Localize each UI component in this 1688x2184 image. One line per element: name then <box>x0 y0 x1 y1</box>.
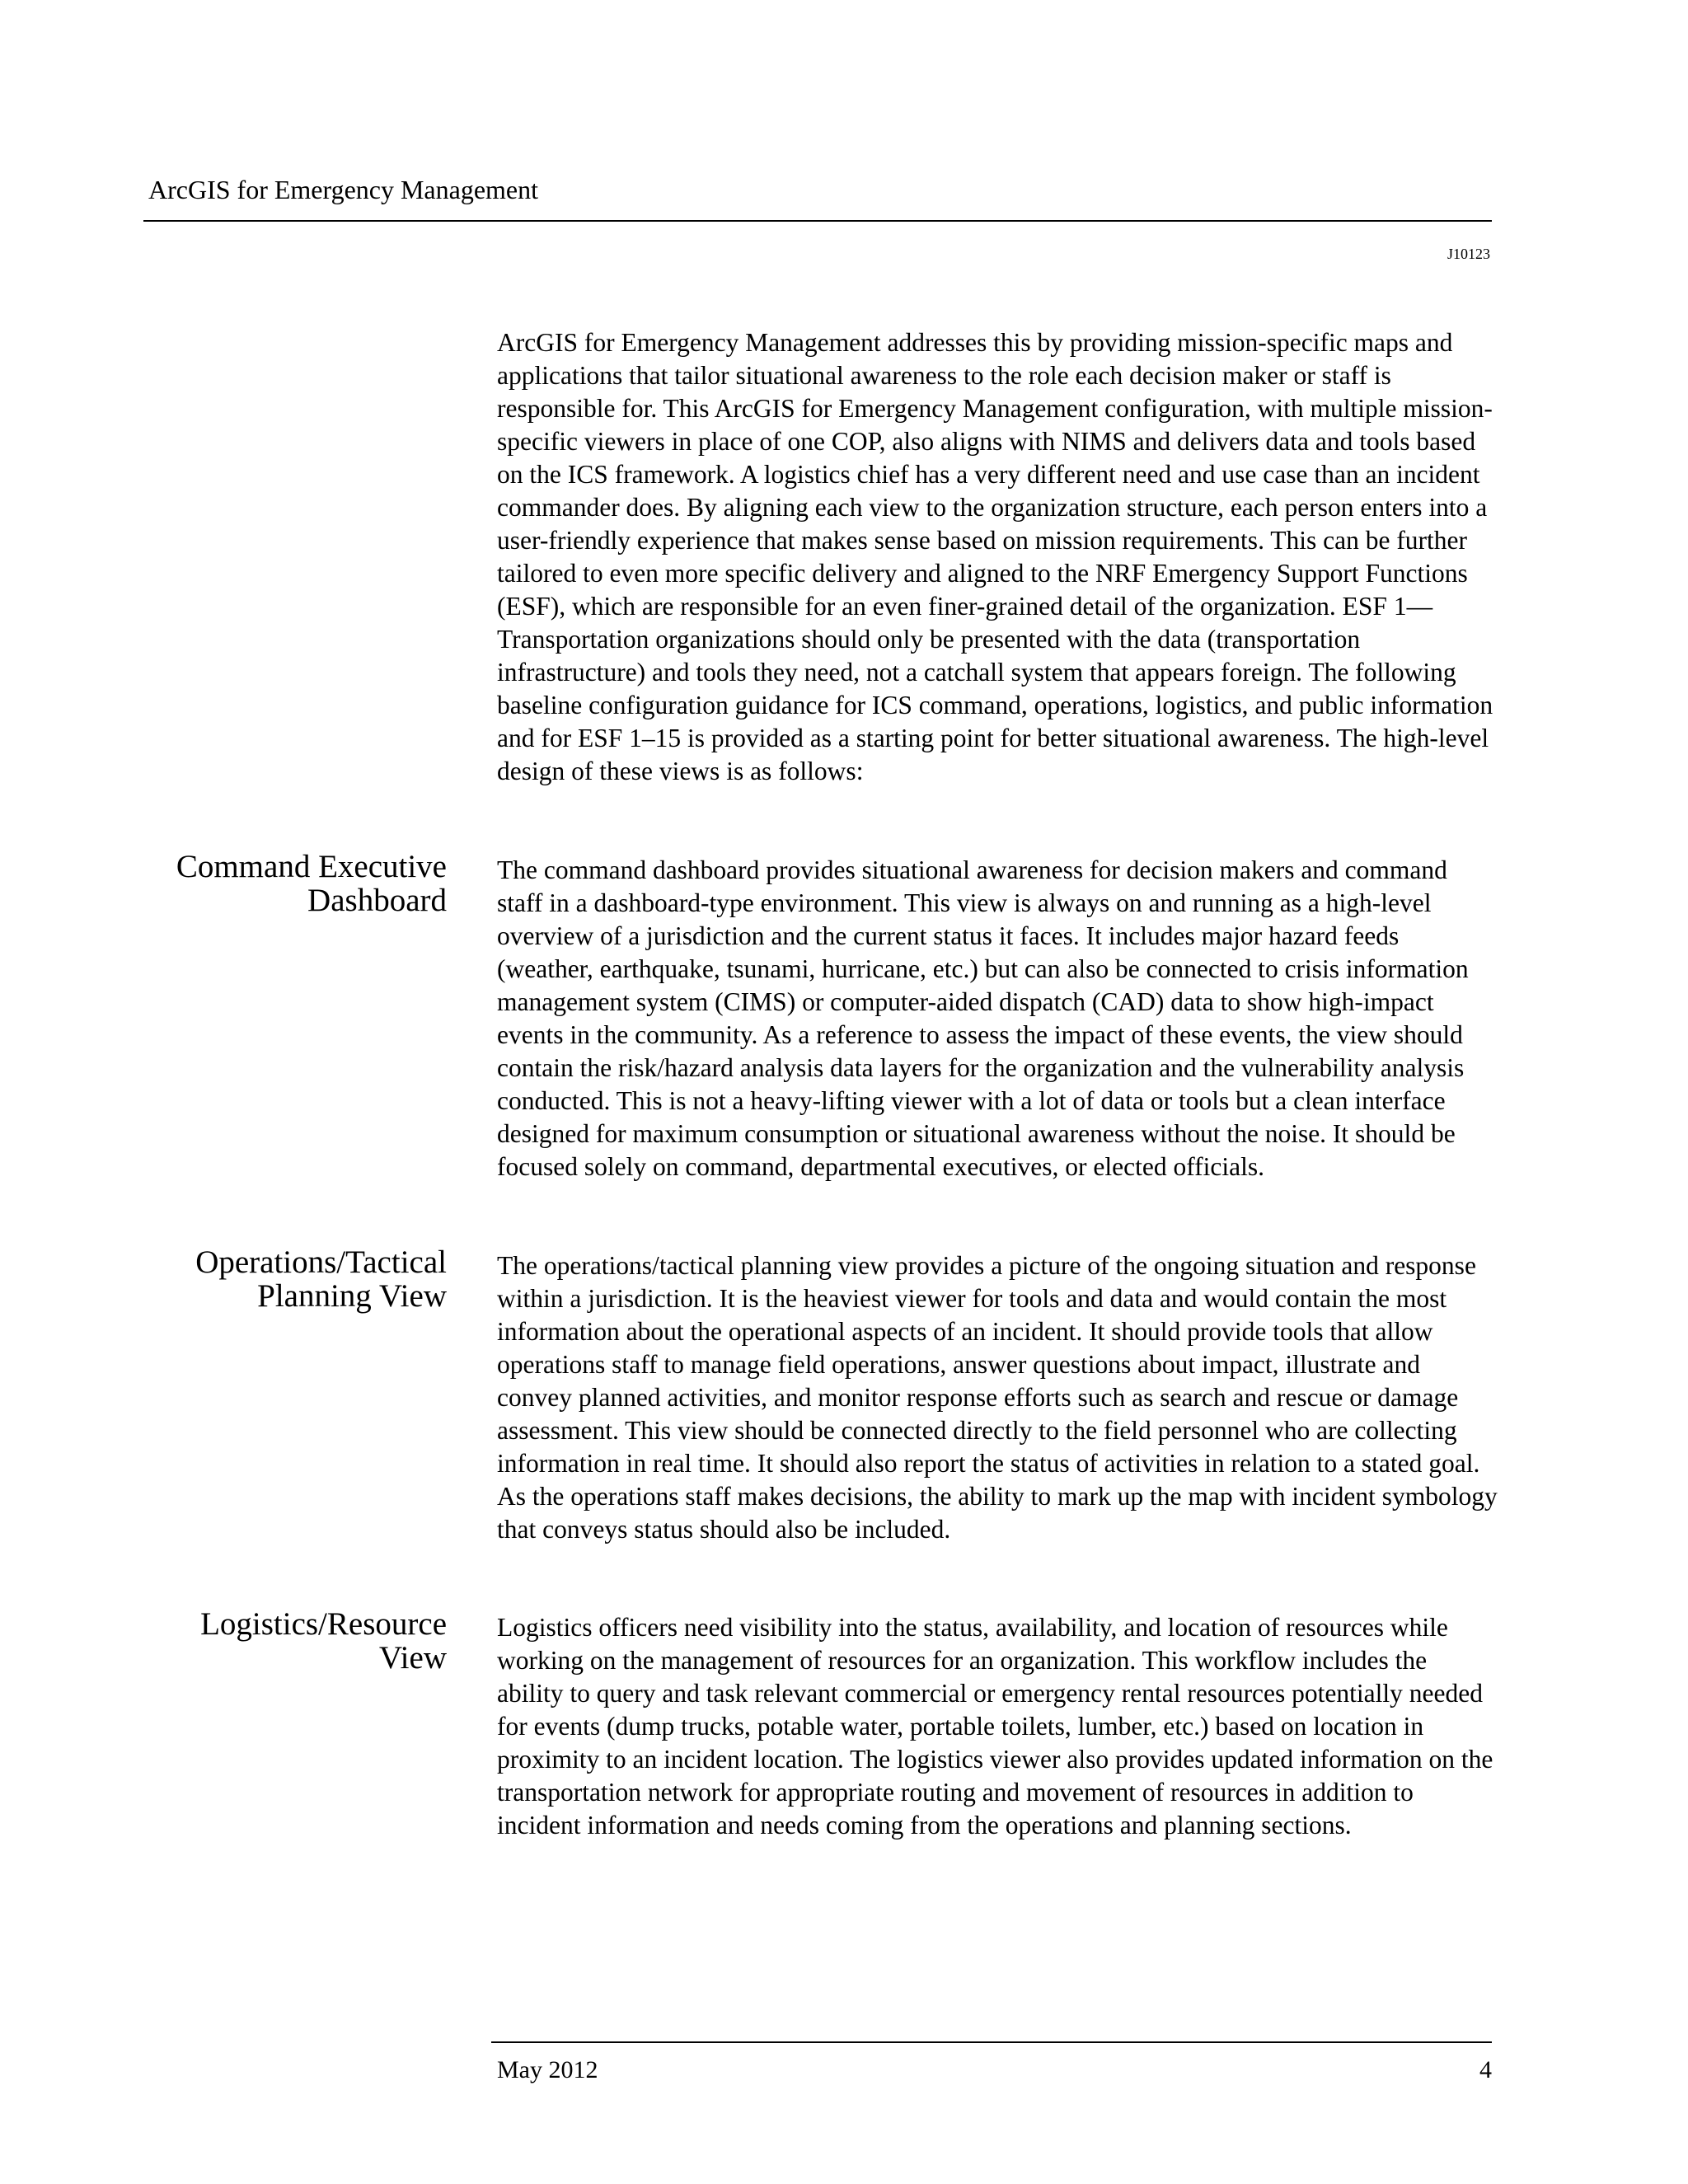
section-heading-logistics-resource-view <box>101 1607 447 1675</box>
heading-line: Planning View <box>257 1278 447 1314</box>
section-heading-command-executive-dashboard <box>101 850 447 917</box>
running-header-title: ArcGIS for Emergency Management <box>148 175 539 204</box>
intro-paragraph: ArcGIS for Emergency Management addresses this by providing mission-specific maps and applications that tailor situational awareness to the role each decision maker or staff is responsible for. This ArcGIS for Emergency Management configuration, with multiple mission-specific viewers in place of one COP, also aligns with NIMS and delivers data and tools based on the ICS framework. A logistics chief has a very different need and use case than an incident commander does. By aligning each view to the organization structure, each person enters into a user-friendly experience that makes sense based on mission requirements. This can be further tailored to even more specific delivery and aligned to the NRF Emergency Support Functions (ESF), which are responsible for an even finer-grained detail of the organization. ESF 1—Transportation organizations should only be presented with the data (transportation infrastructure) and tools they need, not a catchall system that appears foreign. The following baseline configuration guidance for ICS command, operations, logistics, and public information and for ESF 1–15 is provided as a starting point for better situational awareness. The high-level design of these views is as follows: <box>497 328 1493 785</box>
footer-divider <box>491 2041 1492 2043</box>
logistics-view-paragraph: Logistics officers need visibility into the status, availability, and location of resources while working on the management of resources for an organization. This workflow includes the ability to query and task relevant commercial or emergency rental resources potentially needed for events (dump trucks, potable water, portable toilets, lumber, etc.) based on location in proximity to an incident location. The logistics viewer also provides updated information on the transportation network for appropriate routing and movement of resources in addition to incident information and needs coming from the operations and planning sections. <box>497 1613 1493 1840</box>
heading-line: Dashboard <box>307 883 447 918</box>
heading-line: Command Executive <box>176 849 447 884</box>
header-divider <box>143 220 1492 222</box>
section-heading-operations-tactical-planning-view <box>101 1245 447 1313</box>
footer-date: May 2012 <box>497 2056 598 2083</box>
page-number: 4 <box>1479 2056 1492 2083</box>
command-dashboard-paragraph: The command dashboard provides situational awareness for decision makers and command staff in a dashboard-type environment. This view is always on and running as a high-level overview of a jurisdiction and the current status it faces. It includes major hazard feeds (weather, earthquake, tsunami, hurricane, etc.) but can also be connected to crisis information management system (CIMS) or computer-aided dispatch (CAD) data to show high-impact events in the community. As a reference to assess the impact of these events, the view should contain the risk/hazard analysis data layers for the organization and the vulnerability analysis conducted. This is not a heavy-lifting viewer with a lot of data or tools but a clean interface designed for maximum consumption or situational awareness without the noise. It should be focused solely on command, departmental executives, or elected officials. <box>497 855 1469 1181</box>
heading-line: Operations/Tactical <box>195 1244 447 1280</box>
heading-line: View <box>378 1640 447 1675</box>
document-number: J10123 <box>1447 246 1490 262</box>
operations-view-paragraph: The operations/tactical planning view provides a picture of the ongoing situation and response within a jurisdiction. It is the heaviest viewer for tools and data and would contain the most information about the operational aspects of an incident. It should provide tools that allow operations staff to manage field operations, answer questions about impact, illustrate and convey planned activities, and monitor response efforts such as search and rescue or damage assessment. This view should be connected directly to the field personnel who are collecting information in real time. It should also report the status of activities in relation to a stated goal. As the operations staff makes decisions, the ability to mark up the map with incident symbology that conveys status should also be included. <box>497 1251 1498 1544</box>
heading-line: Logistics/Resource <box>200 1606 447 1642</box>
